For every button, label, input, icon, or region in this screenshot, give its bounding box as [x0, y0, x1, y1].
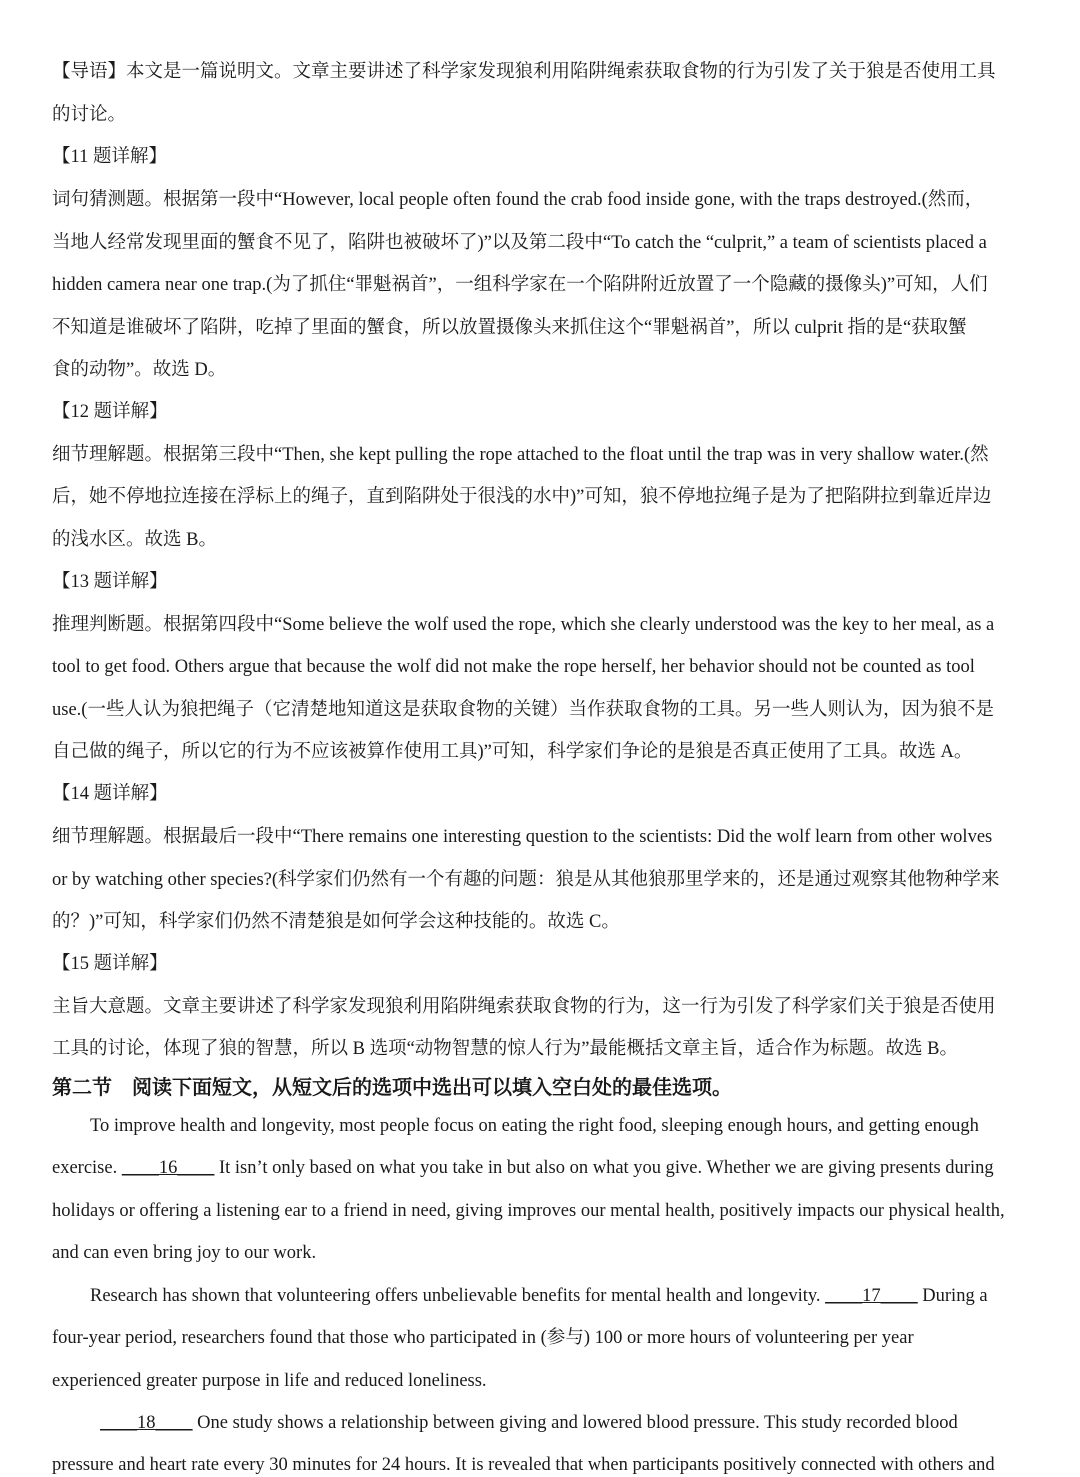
q15-line-1: 主旨大意题。文章主要讲述了科学家发现狼利用陷阱绳索获取食物的行为，这一行为引发了科学家们关于狼是否使用 — [52, 997, 996, 1017]
q14-heading: 【14 题详解】 — [52, 784, 168, 804]
q11-line-5: 食的动物”。故选 D。 — [52, 360, 227, 380]
q14-line-2: or by watching other species?(科学家们仍然有一个有趣的问题：狼是从其他狼那里学来的，还是通过观察其他物种学来 — [52, 870, 1000, 890]
passage-p2-line-1 — [90, 1284, 1037, 1308]
q13-heading: 【13 题详解】 — [52, 572, 168, 592]
q11-line-4: 不知道是谁破坏了陷阱，吃掉了里面的蟹食，所以放置摄像头来抓住这个“罪魁祸首”，所以 culprit 指的是“获取蟹 — [52, 318, 967, 338]
q13-line-3: use.(一些人认为狼把绳子（它清楚地知道这是获取食物的关键）当作获取食物的工具。另一些人则认为，因为狼不是 — [52, 700, 994, 720]
intro-line-2: 的讨论。 — [52, 105, 127, 125]
passage-p2-line-3: experienced greater purpose in life and reduced loneliness. — [52, 1371, 487, 1391]
passage-p1-line-4: and can even bring joy to our work. — [52, 1243, 317, 1263]
intro-line-1: 【导语】本文是一篇说明文。文章主要讲述了科学家发现狼利用陷阱绳索获取食物的行为引发了关于狼是否使用工具 — [52, 62, 996, 82]
q12-line-3: 的浅水区。故选 B。 — [52, 530, 217, 550]
q15-line-2: 工具的讨论，体现了狼的智慧，所以 B 选项“动物智慧的惊人行为”最能概括文章主旨，适合作为标题。故选 B。 — [52, 1039, 958, 1059]
blank-16[interactable]: ____16____ — [121, 1158, 215, 1178]
passage-p2-line-2: four-year period, researchers found that those who participated in (参与) 100 or more hours of volunteering per year — [52, 1328, 914, 1348]
q13-line-2: tool to get food. Others argue that because the wolf did not make the rope herself, her behavior should not be counted as tool — [52, 657, 975, 677]
q11-line-3: hidden camera near one trap.(为了抓住“罪魁祸首”，一组科学家在一个陷阱附近放置了一个隐藏的摄像头)”可知，人们 — [52, 275, 988, 295]
passage-p1-line-3: holidays or offering a listening ear to a friend in need, giving improves our mental health, positively impacts our physical health, — [52, 1201, 1005, 1221]
passage-p3-line-2: pressure and heart rate every 30 minutes for 24 hours. It is revealed that when participants positively connected with others and — [52, 1455, 995, 1475]
q13-line-1: 推理判断题。根据第四段中“Some believe the wolf used the rope, which she clearly understood was the key to her meal, as a — [52, 615, 995, 635]
passage-text: It isn’t only based on what you take in but also on what you give. Whether we are giving presents during — [214, 1158, 994, 1178]
q11-line-2: 当地人经常发现里面的蟹食不见了，陷阱也被破坏了)”以及第二段中“To catch the “culprit,” a team of scientists placed a — [52, 233, 987, 253]
q12-line-2: 后，她不停地拉连接在浮标上的绳子，直到陷阱处于很浅的水中)”可知，狼不停地拉绳子是为了把陷阱拉到靠近岸边 — [52, 487, 992, 507]
passage-p3-line-1 — [100, 1411, 1047, 1435]
q12-line-1: 细节理解题。根据第三段中“Then, she kept pulling the rope attached to the float until the trap was in very shallow water.(然 — [52, 445, 989, 465]
passage-text: One study shows a relationship between giving and lowered blood pressure. This study recorded blood — [192, 1413, 958, 1433]
passage-text: During a — [917, 1286, 988, 1306]
section-title: 第二节 阅读下面短文，从短文后的选项中选出可以填入空白处的最佳选项。 — [52, 1077, 732, 1099]
q11-line-1: 词句猜测题。根据第一段中“However, local people often found the crab food inside gone, with the traps destroyed.(然而， — [52, 190, 984, 210]
q14-line-1: 细节理解题。根据最后一段中“There remains one interesting question to the scientists: Did the wolf learn from other wolves — [52, 827, 993, 847]
blank-18[interactable]: ____18____ — [100, 1413, 193, 1433]
passage-p1-line-2 — [52, 1156, 1037, 1180]
passage-text: Research has shown that volunteering offers unbelievable benefits for mental health and longevity. — [90, 1286, 826, 1306]
q15-heading: 【15 题详解】 — [52, 954, 168, 974]
q13-line-4: 自己做的绳子，所以它的行为不应该被算作使用工具)”可知，科学家们争论的是狼是否真正使用了工具。故选 A。 — [52, 742, 973, 762]
q14-line-3: 的？)”可知，科学家们仍然不清楚狼是如何学会这种技能的。故选 C。 — [52, 912, 620, 932]
q12-heading: 【12 题详解】 — [52, 402, 168, 422]
blank-17[interactable]: ____17____ — [825, 1286, 918, 1306]
q11-heading: 【11 题详解】 — [52, 147, 167, 167]
passage-p1-line-1: To improve health and longevity, most people focus on eating the right food, sleeping enough hours, and getting enough — [90, 1116, 979, 1136]
passage-text: exercise. — [52, 1158, 122, 1178]
